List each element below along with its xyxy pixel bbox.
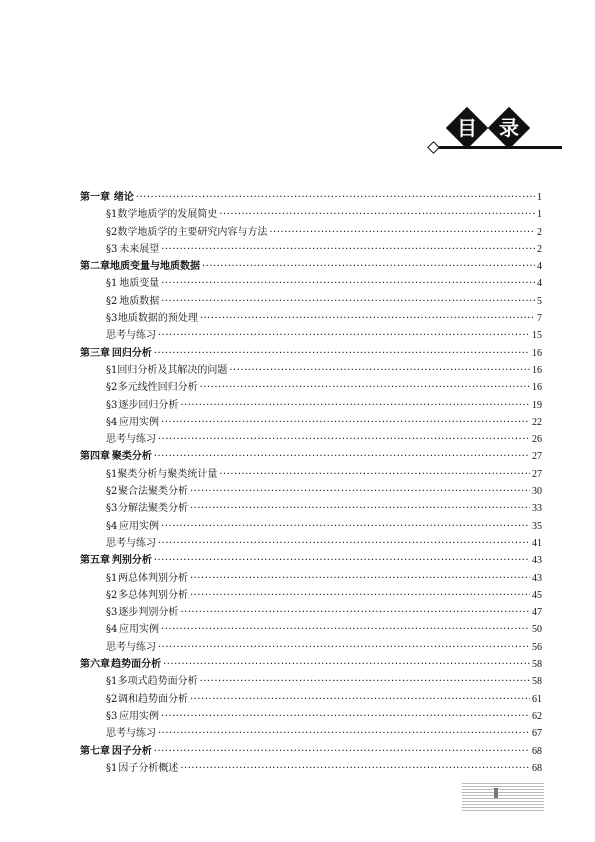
toc-entry-page: 68 [532, 762, 542, 774]
toc-entry-section [80, 673, 542, 690]
toc-leader-dots [154, 345, 530, 362]
toc-entry-page: 16 [532, 364, 542, 376]
toc-entry-title: 聚合法聚类分析 [118, 486, 188, 498]
toc-entry-section [80, 518, 542, 535]
toc-entry-title: 应用实例 [119, 520, 160, 532]
toc-entry-number: §3 [106, 607, 118, 619]
toc-entry-title: 地质变量与地质数据 [110, 261, 200, 273]
toc-leader-dots [158, 639, 530, 656]
toc-entry-number: §2 [106, 295, 118, 307]
toc-leader-dots [161, 275, 535, 292]
toc-entry-number: §1 [106, 364, 118, 376]
toc-entry-section [80, 621, 542, 638]
toc-entry-number: 第五章 [80, 555, 110, 567]
toc-entry-title: 地质数据的预处理 [117, 313, 198, 325]
toc-entry-page: 43 [532, 555, 542, 567]
toc-entry-number: §2 [106, 226, 118, 238]
toc-leader-dots [202, 258, 535, 275]
toc-entry-section [80, 500, 542, 517]
toc-entry-number: 第二章 [80, 261, 110, 273]
toc-entry-page: 50 [532, 624, 542, 636]
toc-entry-chapter [80, 552, 542, 569]
toc-entry-page: 58 [532, 659, 542, 671]
toc-leader-dots [163, 656, 530, 673]
toc-entry-page: 4 [537, 261, 542, 273]
toc-entry-title: 逐步回归分析 [118, 399, 179, 411]
toc-entry-title: 思考与练习 [106, 641, 156, 653]
toc-entry-section [80, 708, 542, 725]
toc-leader-dots [269, 224, 535, 241]
toc-entry-exercise [80, 725, 542, 742]
toc-entry-section [80, 414, 542, 431]
toc-entry-exercise [80, 431, 542, 448]
toc-leader-dots [154, 448, 530, 465]
toc-leader-dots [180, 604, 530, 621]
toc-entry-title: 因子分析概述 [118, 762, 179, 774]
toc-entry-number: 第四章 [80, 451, 110, 463]
toc-entry-title: 多项式趋势面分析 [117, 676, 198, 688]
toc-entry-page: 16 [532, 382, 542, 394]
toc-entry-page: 1 [537, 192, 542, 203]
toc-leader-dots [190, 500, 530, 517]
toc-entry-title: 回归分析 [111, 347, 152, 359]
toc-entry-chapter [80, 743, 542, 760]
toc-leader-dots [158, 431, 530, 448]
toc-entry-chapter [80, 448, 542, 465]
toc-entry-number: §3 [106, 503, 118, 515]
toc-entry-exercise [80, 327, 542, 344]
toc-entry-section [80, 275, 542, 292]
toc-entry-title: 分解法聚类分析 [118, 503, 188, 515]
toc-entry-page: 43 [532, 572, 542, 584]
toc-entry-title: 聚类分析与聚类统计量 [117, 468, 218, 480]
toc-entry-title: 调和趋势面分析 [118, 693, 188, 705]
toc-entry-page: 7 [537, 313, 542, 325]
table-of-contents [80, 189, 542, 777]
toc-leader-dots [200, 379, 530, 396]
toc-entry-section [80, 241, 542, 258]
toc-entry-page: 19 [532, 399, 542, 411]
toc-entry-title: 思考与练习 [106, 330, 156, 342]
toc-entry-title: 绪论 [113, 192, 134, 203]
toc-entry-number: §4 [106, 416, 118, 428]
toc-entry-section [80, 362, 542, 379]
toc-entry-section [80, 310, 542, 327]
toc-entry-number: §1 [106, 468, 118, 480]
toc-entry-number: 第六章 [80, 659, 110, 671]
toc-entry-page: 61 [532, 693, 542, 705]
toc-entry-page: 22 [532, 416, 542, 428]
toc-entry-section [80, 397, 542, 414]
toc-entry-number: §1 [106, 572, 118, 584]
toc-entry-page: 1 [537, 209, 542, 221]
toc-entry-page: 41 [532, 537, 542, 549]
toc-entry-page: 27 [532, 451, 542, 463]
toc-entry-number: §1 [106, 762, 118, 774]
toc-entry-title: 地质变量 [119, 278, 160, 290]
toc-entry-page: 4 [537, 278, 542, 290]
toc-entry-number: 第七章 [80, 745, 110, 757]
toc-entry-section [80, 483, 542, 500]
toc-entry-title: 应用实例 [119, 710, 160, 722]
toc-entry-exercise [80, 535, 542, 552]
toc-entry-title: 应用实例 [119, 416, 160, 428]
scan-stamp [462, 783, 544, 811]
toc-entry-number: §2 [106, 486, 118, 498]
toc-leader-dots [136, 189, 535, 206]
toc-entry-section [80, 224, 542, 241]
toc-entry-number: §2 [106, 589, 118, 601]
toc-leader-dots [154, 743, 530, 760]
toc-entry-section [80, 293, 542, 310]
toc-leader-dots [154, 552, 530, 569]
toc-entry-section [80, 587, 542, 604]
toc-leader-dots [190, 483, 530, 500]
toc-leader-dots [190, 691, 530, 708]
toc-entry-page: 56 [532, 641, 542, 653]
toc-entry-title: 逐步判别分析 [118, 607, 179, 619]
toc-entry-title: 地质数据 [119, 295, 160, 307]
toc-entry-title: 聚类分析 [111, 451, 152, 463]
toc-entry-title: 思考与练习 [106, 728, 156, 740]
toc-leader-dots [161, 621, 530, 638]
toc-entry-title: 应用实例 [119, 624, 160, 636]
toc-entry-number: §3 [106, 243, 118, 255]
toc-leader-dots [190, 587, 530, 604]
toc-entry-chapter [80, 258, 542, 275]
toc-entry-title: 两总体判别分析 [118, 572, 188, 584]
toc-entry-section [80, 604, 542, 621]
toc-entry-number: §2 [106, 382, 118, 394]
toc-leader-dots [180, 760, 530, 777]
toc-entry-number: §1 [106, 209, 118, 221]
toc-entry-number: §4 [106, 520, 118, 532]
toc-leader-dots [158, 535, 530, 552]
toc-entry-page: 68 [532, 745, 542, 757]
toc-entry-title: 思考与练习 [106, 537, 156, 549]
toc-entry-title: 多总体判别分析 [118, 589, 188, 601]
toc-entry-section [80, 206, 542, 223]
toc-entry-page: 45 [532, 589, 542, 601]
toc-entry-number: §1 [106, 278, 118, 290]
toc-entry-page: 2 [537, 226, 542, 238]
toc-entry-page: 16 [532, 347, 542, 359]
toc-entry-number: 第三章 [80, 347, 110, 359]
toc-entry-number: §4 [106, 624, 118, 636]
toc-leader-dots [158, 725, 530, 742]
toc-leader-dots [219, 206, 535, 223]
toc-entry-number: §3 [106, 399, 118, 411]
toc-leader-dots [161, 293, 535, 310]
toc-leader-dots [229, 362, 530, 379]
toc-entry-page: 35 [532, 520, 542, 532]
toc-entry-title: 数学地质学的主要研究内容与方法 [117, 226, 268, 238]
toc-entry-section [80, 379, 542, 396]
toc-entry-page: 30 [532, 486, 542, 498]
toc-entry-section [80, 760, 542, 777]
toc-entry-title: 判别分析 [111, 555, 152, 567]
toc-leader-dots [158, 327, 530, 344]
toc-entry-title: 思考与练习 [106, 434, 156, 446]
toc-entry-title: 多元线性回归分析 [117, 382, 198, 394]
header-rule-diamond-endpoint [427, 141, 440, 154]
toc-entry-title: 趋势面分析 [111, 659, 162, 671]
toc-leader-dots [161, 414, 530, 431]
toc-entry-page: 15 [532, 330, 542, 342]
toc-entry-chapter [80, 189, 542, 206]
toc-entry-number: §1 [106, 676, 118, 688]
toc-leader-dots [190, 570, 530, 587]
toc-entry-chapter [80, 345, 542, 362]
toc-entry-number: 第一章 [80, 192, 110, 203]
toc-entry-page: 26 [532, 434, 542, 446]
toc-entry-title: 回归分析及其解决的问题 [117, 364, 228, 376]
toc-entry-title: 因子分析 [111, 745, 152, 757]
toc-entry-section [80, 570, 542, 587]
toc-entry-page: 58 [532, 676, 542, 688]
toc-entry-page: 47 [532, 607, 542, 619]
toc-entry-page: 2 [537, 243, 542, 255]
toc-entry-section [80, 691, 542, 708]
scan-stamp-mark [494, 788, 498, 798]
toc-entry-chapter [80, 656, 542, 673]
toc-entry-number: §3 [106, 710, 118, 722]
toc-entry-page: 62 [532, 710, 542, 722]
toc-entry-page: 67 [532, 728, 542, 740]
toc-leader-dots [161, 241, 535, 258]
heading-char-1: 目 [457, 116, 477, 140]
toc-leader-dots [219, 466, 530, 483]
toc-leader-dots [180, 397, 530, 414]
heading-char-2: 录 [499, 116, 519, 140]
toc-entry-number: §3 [106, 313, 118, 325]
toc-entry-page: 27 [532, 468, 542, 480]
toc-leader-dots [200, 673, 530, 690]
toc-entry-title: 数学地质学的发展简史 [117, 209, 218, 221]
toc-entry-number: §2 [106, 693, 118, 705]
toc-header [0, 0, 595, 170]
toc-leader-dots [200, 310, 535, 327]
toc-leader-dots [161, 708, 530, 725]
toc-entry-exercise [80, 639, 542, 656]
toc-entry-title: 未来展望 [119, 243, 160, 255]
toc-entry-page: 5 [537, 295, 542, 307]
toc-entry-page: 33 [532, 503, 542, 515]
toc-entry-section [80, 466, 542, 483]
toc-leader-dots [161, 518, 530, 535]
